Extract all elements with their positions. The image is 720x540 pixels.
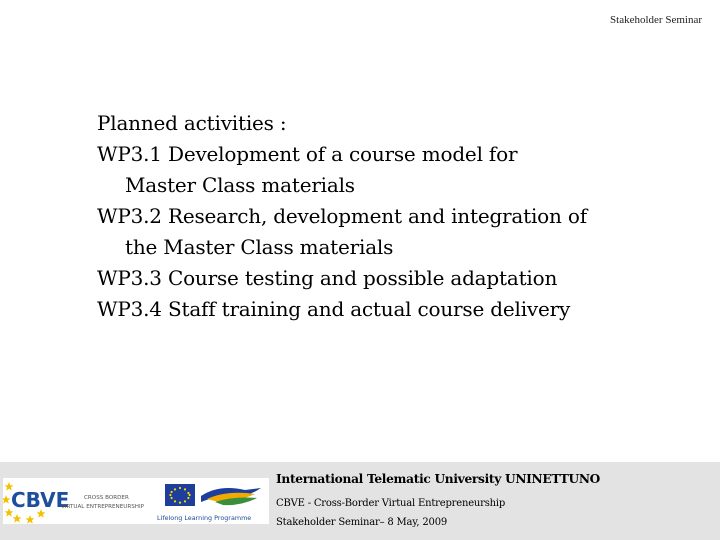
slide-header-label: Stakeholder Seminar bbox=[610, 14, 702, 26]
eu-llp-caption: Lifelong Learning Programme bbox=[157, 514, 252, 522]
body-line-wp31: WP3.1 Development of a course model for bbox=[97, 142, 518, 166]
body-line-wp34: WP3.4 Staff training and actual course delivery bbox=[97, 297, 571, 321]
body-line-wp32: WP3.2 Research, development and integration of bbox=[97, 204, 587, 228]
cbve-tagline-1: CROSS BORDER bbox=[84, 495, 129, 501]
slide-footer bbox=[0, 462, 720, 540]
eu-llp-logo bbox=[157, 480, 269, 522]
footer-text-block bbox=[276, 472, 716, 532]
body-line-wp33: WP3.3 Course testing and possible adaptation bbox=[97, 266, 558, 290]
event-line: Stakeholder Seminar– 8 May, 2009 bbox=[276, 517, 448, 528]
body-line-wp32-cont: the Master Class materials bbox=[125, 235, 394, 259]
body-line-wp31-cont: Master Class materials bbox=[125, 173, 355, 197]
cbve-letters: CBVE bbox=[11, 488, 70, 512]
university-name: International Telematic University UNINETTUNO bbox=[276, 472, 600, 486]
logo-strip bbox=[3, 478, 269, 524]
slide-body bbox=[97, 108, 697, 325]
eu-flag-icon bbox=[157, 480, 269, 514]
project-name: CBVE - Cross-Border Virtual Entrepreneurship bbox=[276, 498, 506, 509]
cbve-logo bbox=[3, 478, 153, 524]
cbve-tagline-2: VIRTUAL ENTREPRENEURSHIP bbox=[61, 504, 145, 510]
body-line-planned: Planned activities : bbox=[97, 111, 287, 135]
